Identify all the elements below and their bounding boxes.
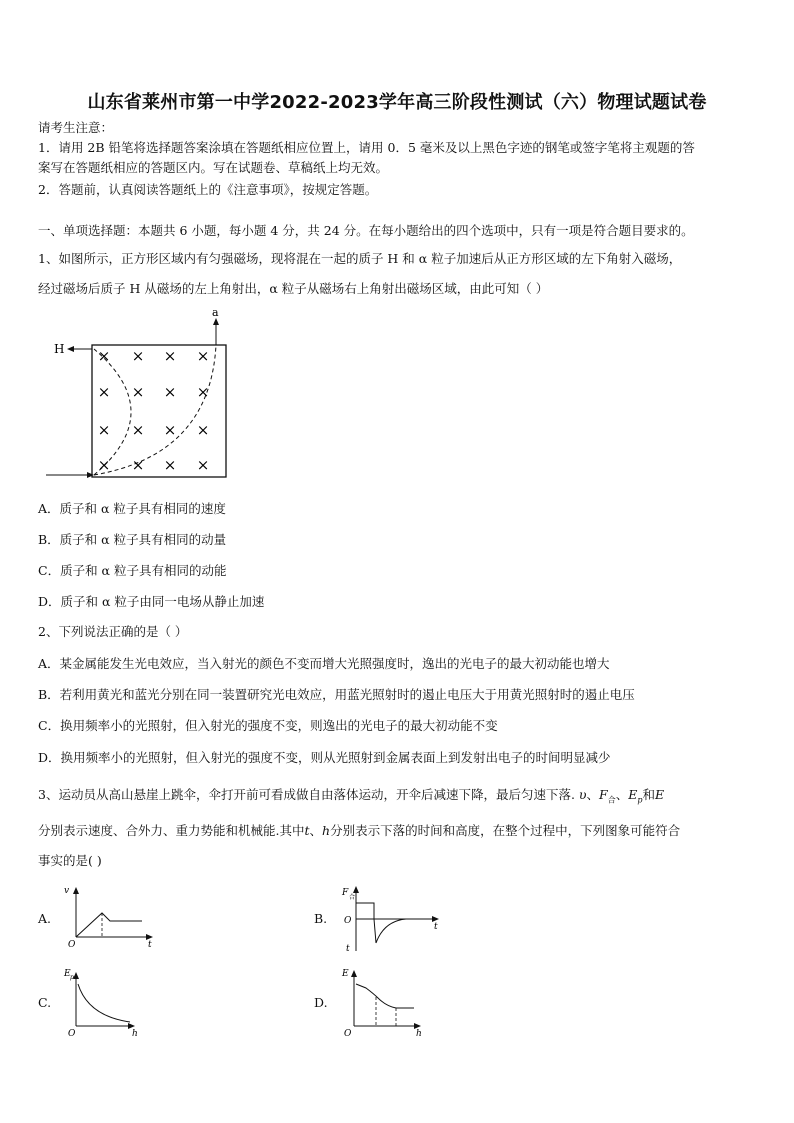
q3-graph-d (336, 964, 436, 1039)
field-cross: × (163, 456, 177, 474)
field-cross: × (97, 347, 111, 365)
q3-stem-text-c: 分别表示下落的时间和高度，在整个过程中，下列图象可能符合 (330, 823, 681, 838)
y-label: F (342, 888, 349, 898)
q3-stem-text: 3、运动员从高山悬崖上跳伞，伞打开前可看成做自由落体运动，开伞后减速下降，最后匀速下落. (38, 787, 575, 802)
origin: O (344, 1029, 352, 1039)
q3-graph-c (60, 966, 160, 1041)
symbol-v: υ (578, 787, 587, 802)
symbol-f-net: F (599, 787, 608, 802)
separator: 、 (309, 823, 323, 838)
y-label: v (64, 886, 70, 896)
field-crosses (98, 347, 210, 474)
y-label-subscript: 合 (349, 894, 356, 901)
word-and: 和 (642, 787, 656, 802)
q1-option-d: D．质子和 α 粒子由同一电场从静止加速 (38, 594, 265, 609)
q2-option-d: D．换用频率小的光照射，但入射光的强度不变，则从光照射到金属表面上到发射出电子的时间明显减少 (38, 750, 611, 765)
origin: O (68, 1029, 76, 1039)
q2-stem: 2、下列说法正确的是（ ） (38, 624, 188, 639)
notice-item-2: 2．答题前，认真阅读答题纸上的《注意事项》，按规定答题。 (38, 182, 378, 197)
force-step (356, 903, 374, 919)
q1-stem-line-1: 1、如图所示，正方形区域内有匀强磁场，现将混在一起的质子 H 和 α 粒子加速后从正方形区域的左下角射入磁场， (38, 251, 682, 266)
y-label: E (64, 969, 71, 979)
notice-item-1-line-1: 1．请用 2B 铅笔将选择题答案涂填在答题纸相应位置上，请用 0．5 毫米及以上黑色字迹的钢笔或签字笔将主观题的答 (38, 140, 695, 155)
field-cross: × (196, 383, 210, 401)
separator: 、 (586, 787, 600, 802)
q3-stem-line-3: 事实的是( ) (38, 853, 102, 868)
y-label-subscript: p (70, 974, 74, 981)
field-cross: × (131, 421, 145, 439)
x-label: h (416, 1029, 422, 1039)
x-label: t (148, 940, 152, 950)
separator: 、 (615, 787, 629, 802)
symbol-ep: E (628, 787, 638, 802)
q1-option-a: A．质子和 α 粒子具有相同的速度 (38, 501, 226, 516)
q3-option-a-label: A. (38, 911, 52, 926)
y-label: E (342, 969, 349, 979)
symbol-ep-subscript: p (637, 795, 643, 805)
field-cross: × (97, 456, 111, 474)
q3-option-b-label: B. (314, 911, 328, 926)
q3-graph-b (336, 881, 446, 961)
q3-stem-line-2 (38, 822, 680, 839)
field-cross: × (131, 383, 145, 401)
q1-magnetic-field-figure (40, 305, 240, 490)
field-cross: × (163, 347, 177, 365)
field-cross: × (196, 421, 210, 439)
field-cross: × (97, 421, 111, 439)
x-label: h (132, 1029, 138, 1039)
symbol-f-subscript: 合 (607, 795, 616, 805)
label-a: a (212, 306, 219, 319)
x-label: t (434, 922, 438, 932)
q3-stem-text-a: 分别表示速度、合外力、重力势能和机械能.其中 (38, 823, 305, 838)
section-1-header: 一、单项选择题：本题共 6 小题，每小题 4 分，共 24 分。在每小题给出的四个选项中，只有一项是符合题目要求的。 (38, 223, 694, 238)
q1-option-b: B．质子和 α 粒子具有相同的动量 (38, 532, 227, 547)
field-cross: × (163, 421, 177, 439)
q3-stem-line-1 (38, 786, 664, 809)
field-cross: × (131, 456, 145, 474)
symbol-e: E (655, 787, 665, 802)
label-h: H (54, 342, 65, 356)
symbol-t: t (304, 823, 310, 838)
q1-stem-line-2: 经过磁场后质子 H 从磁场的左上角射出，α 粒子从磁场右上角射出磁场区域，由此可知（ ） (38, 281, 549, 296)
mechanical-energy-curve (356, 984, 414, 1008)
notice-heading: 请考生注意： (38, 120, 114, 135)
field-cross: × (97, 383, 111, 401)
field-cross: × (131, 347, 145, 365)
origin: O (344, 916, 352, 926)
force-recovery-curve (374, 919, 406, 943)
q3-graph-a (60, 883, 160, 953)
q3-option-c-label: C. (38, 995, 52, 1010)
origin: O (68, 940, 76, 950)
field-cross: × (163, 383, 177, 401)
q3-option-d-label: D. (314, 995, 328, 1010)
q2-option-a: A．某金属能发生光电效应，当入射光的颜色不变而增大光照强度时，逸出的光电子的最大初动能也增大 (38, 656, 610, 671)
notice-item-1-line-2: 案写在答题纸相应的答题区内。写在试题卷、草稿纸上均无效。 (38, 160, 389, 175)
symbol-h: h (322, 823, 331, 838)
potential-energy-curve (78, 984, 130, 1022)
velocity-curve (76, 913, 142, 937)
page-title: 山东省莱州市第一中学2022-2023学年高三阶段性测试（六）物理试题试卷 (87, 92, 707, 113)
field-cross: × (196, 456, 210, 474)
q2-option-b: B．若利用黄光和蓝光分别在同一装置研究光电效应，用蓝光照射时的遏止电压大于用黄光照射时的遏止电压 (38, 687, 635, 702)
field-cross: × (196, 347, 210, 365)
extra-label: t (346, 944, 350, 954)
q2-option-c: C．换用频率小的光照射，但入射光的强度不变，则逸出的光电子的最大初动能不变 (38, 718, 498, 733)
q1-option-c: C．质子和 α 粒子具有相同的动能 (38, 563, 227, 578)
